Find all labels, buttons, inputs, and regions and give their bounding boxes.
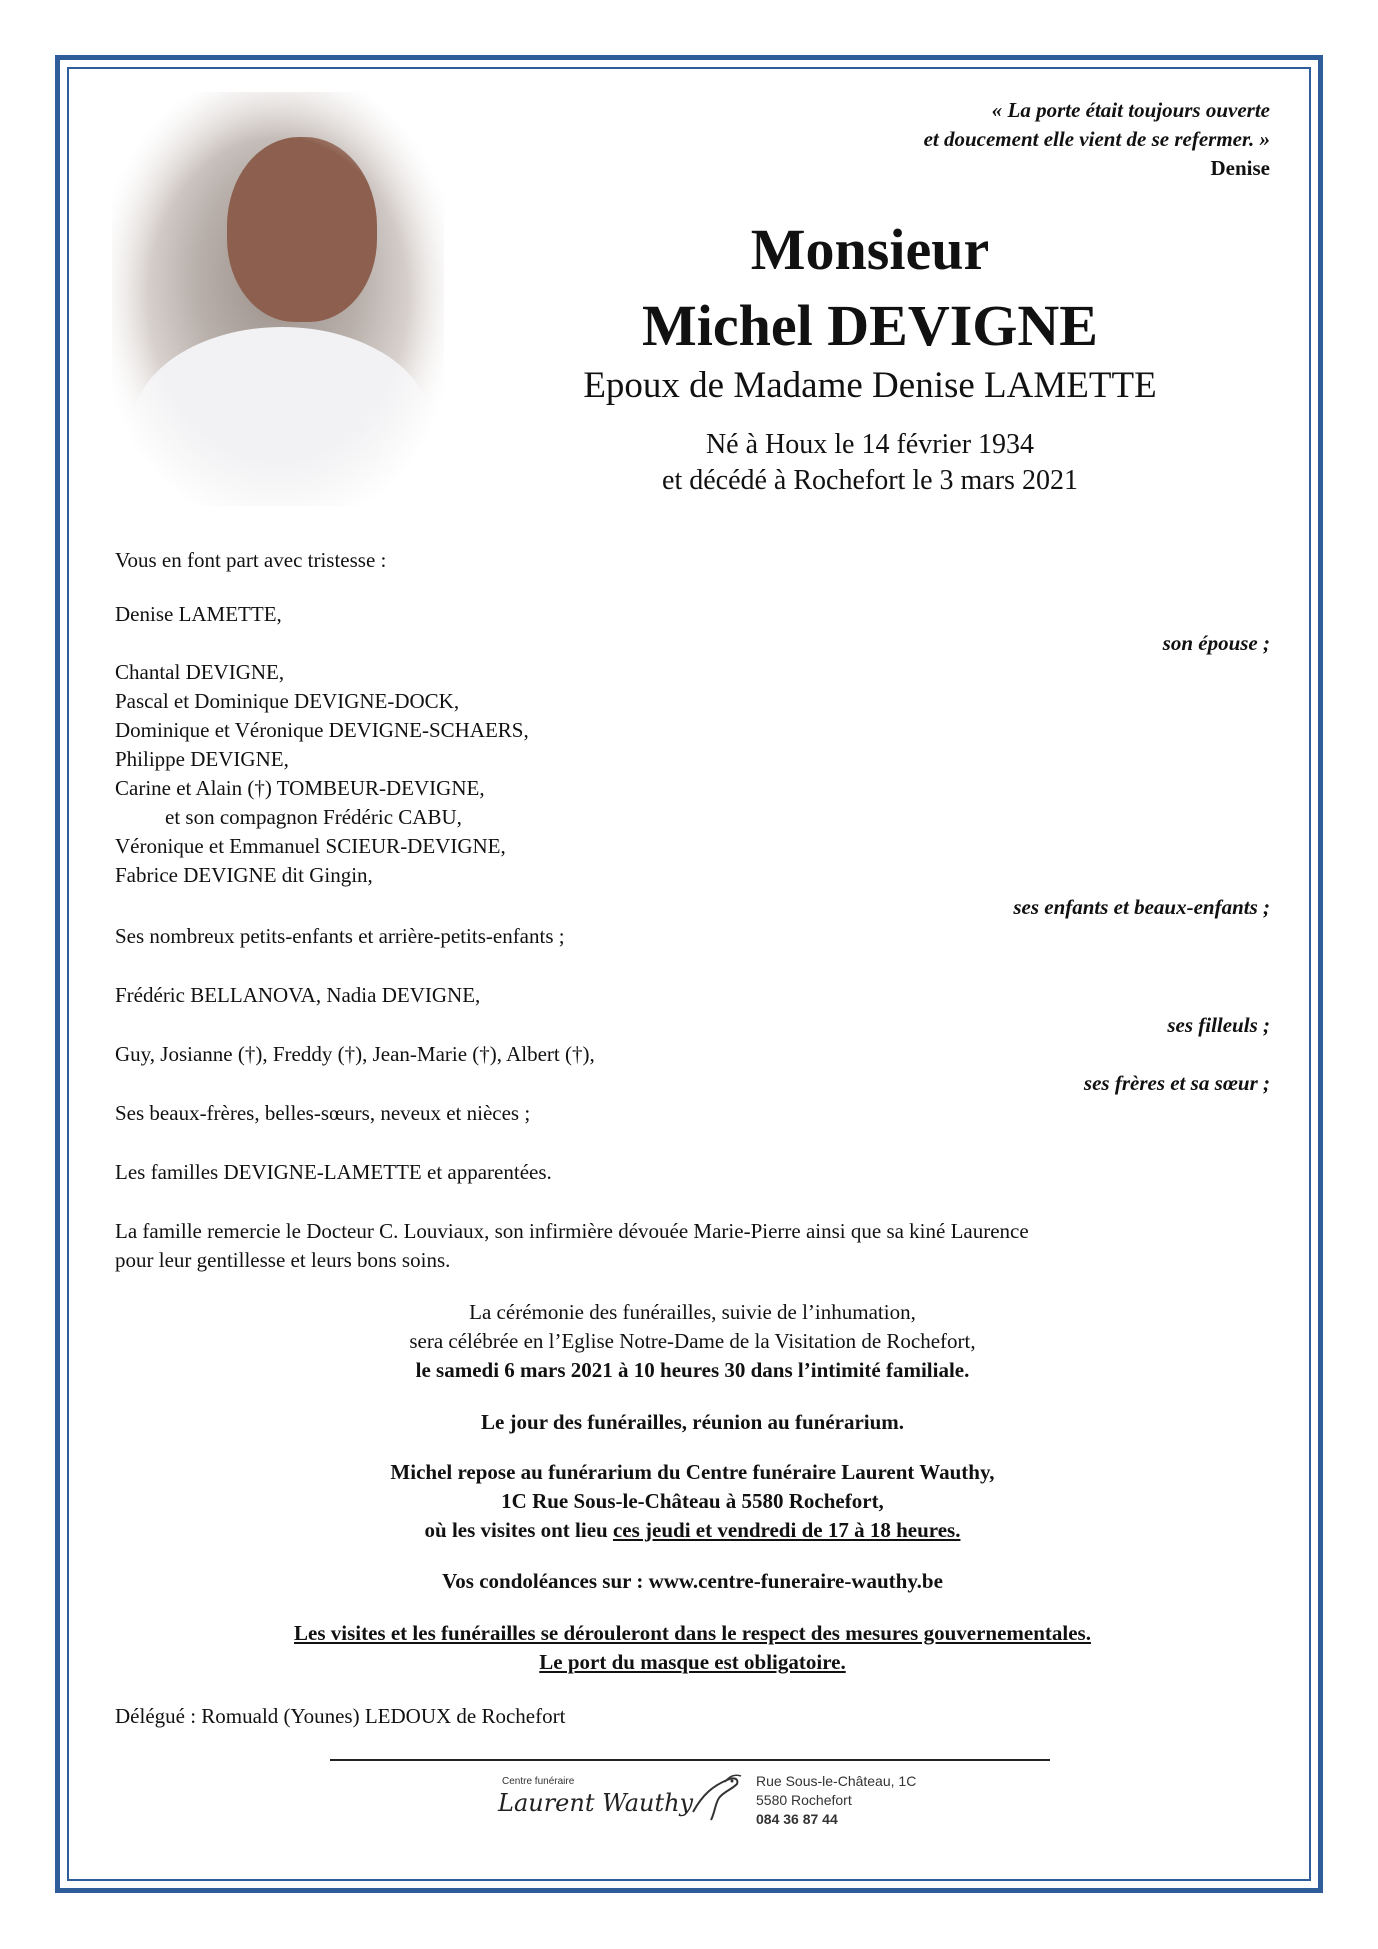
notice-line-1: Les visites et les funérailles se dérouleront dans le respect des mesures gouvernementales. (294, 1621, 1091, 1645)
list-item: Philippe DEVIGNE, (115, 747, 289, 771)
list-item: Chantal DEVIGNE, (115, 660, 285, 684)
ceremony-line-1: La cérémonie des funérailles, suivie de l’inhumation, (469, 1300, 916, 1324)
address-line-1: Rue Sous-le-Château, 1C (756, 1773, 917, 1789)
address-line-2: 5580 Rochefort (756, 1792, 852, 1808)
list-item: Véronique et Emmanuel SCIEUR-DEVIGNE, (115, 834, 506, 858)
logo-script-label: Laurent Wauthy (498, 1789, 694, 1817)
epigraph-author: Denise (1210, 156, 1270, 180)
list-item: Dominique et Véronique DEVIGNE-SCHAERS, (115, 718, 529, 742)
repose-line-3 (115, 1516, 1270, 1545)
logo-address (756, 1772, 916, 1829)
honorific: Monsieur (750, 217, 990, 282)
grandchildren-line: Ses nombreux petits-enfants et arrière-petits-enfants ; (115, 924, 565, 948)
list-item: Pascal et Dominique DEVIGNE-DOCK, (115, 689, 460, 713)
siblings-role: ses frères et sa sœur ; (1083, 1071, 1270, 1095)
footer-divider (330, 1759, 1050, 1761)
deceased-name: Michel DEVIGNE (642, 293, 1098, 358)
funeral-home-logo (490, 1766, 930, 1836)
children-list (115, 658, 529, 890)
notice-block (115, 1619, 1270, 1677)
godchildren-role: ses filleuls ; (1167, 1013, 1270, 1037)
portrait-photo (112, 92, 444, 506)
phone-number: 084 36 87 44 (756, 1811, 838, 1827)
repose-line-1: Michel repose au funérarium du Centre funéraire Laurent Wauthy, (390, 1460, 995, 1484)
list-item: Carine et Alain (†) TOMBEUR-DEVIGNE, (115, 776, 485, 800)
repose-block (115, 1458, 1270, 1545)
dove-icon (685, 1768, 745, 1826)
epigraph (924, 96, 1270, 183)
in-laws-line: Ses beaux-frères, belles-sœurs, neveux et nièces ; (115, 1101, 531, 1125)
logo-small-label: Centre funéraire (502, 1776, 575, 1787)
siblings-line: Guy, Josianne (†), Freddy (†), Jean-Marie (†), Albert (†), (115, 1042, 595, 1066)
godchildren-line: Frédéric BELLANOVA, Nadia DEVIGNE, (115, 983, 481, 1007)
death-line: et décédé à Rochefort le 3 mars 2021 (662, 465, 1078, 496)
thanks-paragraph (115, 1217, 1029, 1275)
condolences-line: Vos condoléances sur : www.centre-funeraire-wauthy.be (442, 1569, 943, 1593)
thanks-line-2: pour leur gentillesse et leurs bons soins. (115, 1248, 451, 1272)
birth-death-dates (460, 427, 1280, 499)
birth-line: Né à Houx le 14 février 1934 (705, 429, 1035, 460)
list-item: et son compagnon Frédéric CABU, (165, 805, 462, 829)
ceremony-line-2: sera célébrée en l’Eglise Notre-Dame de la Visitation de Rochefort, (409, 1329, 976, 1353)
spouse-role: son épouse ; (1162, 631, 1270, 655)
visiting-hours: ces jeudi et vendredi de 17 à 18 heures. (612, 1518, 961, 1542)
epigraph-line-1: « La porte était toujours ouverte (991, 98, 1270, 122)
thanks-line-1: La famille remercie le Docteur C. Louviaux, son infirmière dévouée Marie-Pierre ainsi que sa kiné Laurence (115, 1219, 1029, 1243)
ceremony-block (115, 1298, 1270, 1385)
notice-line-2: Le port du masque est obligatoire. (539, 1650, 846, 1674)
delegate-line: Délégué : Romuald (Younes) LEDOUX de Rochefort (115, 1704, 566, 1728)
reunion-line: Le jour des funérailles, réunion au funérarium. (480, 1410, 905, 1434)
epigraph-line-2: et doucement elle vient de se refermer. » (923, 127, 1270, 151)
children-role: ses enfants et beaux-enfants ; (1013, 895, 1270, 919)
ceremony-line-3: le samedi 6 mars 2021 à 10 heures 30 dans l’intimité familiale. (415, 1358, 970, 1382)
repose-line-2: 1C Rue Sous-le-Château à 5580 Rochefort, (501, 1489, 884, 1513)
families-line: Les familles DEVIGNE-LAMETTE et apparentées. (115, 1160, 552, 1184)
list-item: Fabrice DEVIGNE dit Gingin, (115, 863, 373, 887)
spouse-line: Epoux de Madame Denise LAMETTE (583, 365, 1157, 406)
intro-text: Vous en font part avec tristesse : (115, 548, 387, 572)
repose-line-3-prefix: où les visites ont lieu (424, 1518, 613, 1542)
spouse-name: Denise LAMETTE, (115, 602, 282, 626)
